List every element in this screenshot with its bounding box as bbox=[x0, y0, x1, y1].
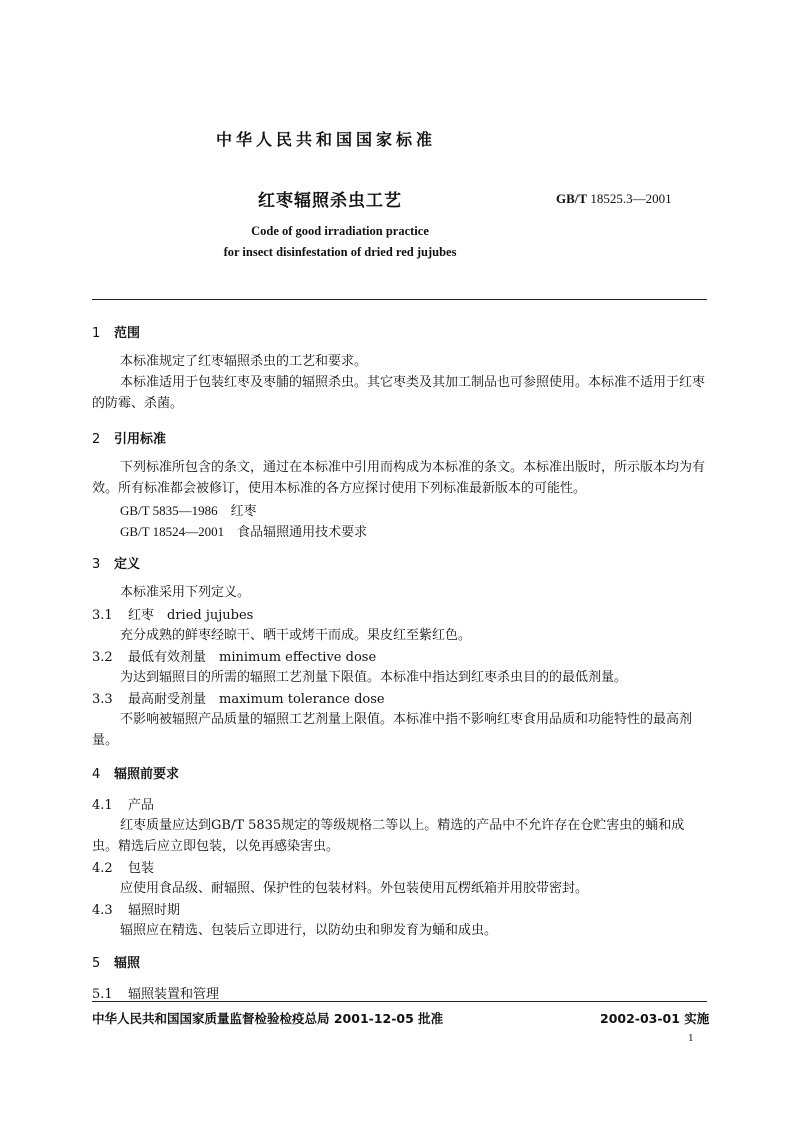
clause-number: 4.2 bbox=[92, 861, 113, 876]
section-title: 辐照 bbox=[114, 956, 141, 971]
section-2-paragraph-1: 下列标准所包含的条文，通过在本标准中引用而构成为本标准的条文。本标准出版时，所示版本均为有效。所有标准都会被修订，使用本标准的各方应探讨使用下列标准最新版本的可能性。 bbox=[92, 460, 706, 496]
clause-4-2-heading bbox=[92, 857, 154, 876]
clause-number: 5.1 bbox=[92, 987, 113, 1002]
section-number: 2 bbox=[92, 432, 101, 447]
section-1-paragraph-1: 本标准规定了红枣辐照杀虫的工艺和要求。 bbox=[120, 354, 368, 369]
section-1-heading bbox=[92, 322, 140, 341]
section-title: 辐照前要求 bbox=[114, 767, 180, 782]
clause-number: 3.1 bbox=[92, 608, 113, 623]
clause-number: 4.3 bbox=[92, 903, 113, 918]
section-3-paragraph-1: 本标准采用下列定义。 bbox=[120, 585, 251, 600]
definition-3-3-heading bbox=[92, 688, 385, 707]
section-3-heading bbox=[92, 553, 140, 572]
clause-4-3-heading bbox=[92, 899, 180, 918]
section-1-paragraph-2: 本标准适用于包装红枣及枣脯的辐照杀虫。其它枣类及其加工制品也可参照使用。本标准不适用于红枣的防霉、杀菌。 bbox=[92, 375, 706, 411]
definition-3-1-heading bbox=[92, 604, 253, 623]
section-number: 4 bbox=[92, 767, 101, 782]
page-number: 1 bbox=[688, 1032, 694, 1044]
standard-type-heading: 中华人民共和国国家标准 bbox=[216, 130, 437, 149]
document-number bbox=[556, 191, 672, 207]
approval-statement: 中华人民共和国国家质量监督检验检疫总局 2001-12-05 批准 bbox=[92, 1011, 444, 1026]
section-title: 引用标准 bbox=[114, 432, 167, 447]
header-divider bbox=[92, 299, 707, 300]
clause-4-3-text: 辐照应在精选、包装后立即进行，以防幼虫和卵发育为蛹和成虫。 bbox=[120, 923, 498, 938]
document-number-value: 18525.3—2001 bbox=[590, 191, 672, 206]
reference-item: GB/T 5835—1986 红枣 bbox=[120, 503, 257, 518]
section-number: 1 bbox=[92, 326, 101, 341]
section-number: 5 bbox=[92, 956, 101, 971]
definition-3-2-heading bbox=[92, 646, 376, 665]
clause-number: 4.1 bbox=[92, 798, 113, 813]
clause-4-2-text: 应使用食品级、耐辐照、保护性的包装材料。外包装使用瓦楞纸箱并用胶带密封。 bbox=[120, 881, 589, 896]
section-title: 定义 bbox=[114, 557, 141, 572]
document-title: 红枣辐照杀虫工艺 bbox=[258, 191, 402, 211]
definition-3-3-text: 不影响被辐照产品质量的辐照工艺剂量上限值。本标准中指不影响红枣食用品质和功能特性的最高剂量。 bbox=[92, 712, 693, 748]
clause-title: 产品 bbox=[128, 798, 155, 813]
section-5-heading bbox=[92, 952, 140, 971]
clause-title: 辐照时期 bbox=[128, 903, 181, 918]
effective-date: 2002-03-01 实施 bbox=[600, 1011, 710, 1026]
section-number: 3 bbox=[92, 557, 101, 572]
clause-4-1-heading bbox=[92, 794, 154, 813]
english-title-line-2: for insect disinfestation of dried red jujubes bbox=[223, 245, 457, 259]
clause-title: 最高耐受剂量 maximum tolerance dose bbox=[128, 692, 385, 707]
english-title-line-1: Code of good irradiation practice bbox=[251, 224, 429, 238]
reference-item: GB/T 18524—2001 食品辐照通用技术要求 bbox=[120, 524, 368, 539]
clause-title: 红枣 dried jujubes bbox=[128, 608, 254, 623]
clause-title: 最低有效剂量 minimum effective dose bbox=[128, 650, 377, 665]
clause-number: 3.3 bbox=[92, 692, 113, 707]
clause-number: 3.2 bbox=[92, 650, 113, 665]
definition-3-1-text: 充分成熟的鲜枣经晾干、晒干或烤干而成。果皮红至紫红色。 bbox=[120, 628, 472, 643]
clause-title: 辐照装置和管理 bbox=[128, 987, 220, 1002]
section-4-heading bbox=[92, 763, 179, 782]
document-number-prefix: GB/T bbox=[556, 191, 588, 206]
footer-divider bbox=[92, 1001, 707, 1002]
clause-4-1-text: 红枣质量应达到GB/T 5835规定的等级规格二等以上。精选的产品中不允许存在仓贮害虫的蛹和成虫。精选后应立即包装，以免再感染害虫。 bbox=[92, 818, 685, 854]
section-2-heading bbox=[92, 428, 166, 447]
clause-5-1-heading bbox=[92, 983, 219, 1002]
definition-3-2-text: 为达到辐照目的所需的辐照工艺剂量下限值。本标准中指达到红枣杀虫目的的最低剂量。 bbox=[120, 670, 628, 685]
clause-title: 包装 bbox=[128, 861, 155, 876]
section-title: 范围 bbox=[114, 326, 141, 341]
